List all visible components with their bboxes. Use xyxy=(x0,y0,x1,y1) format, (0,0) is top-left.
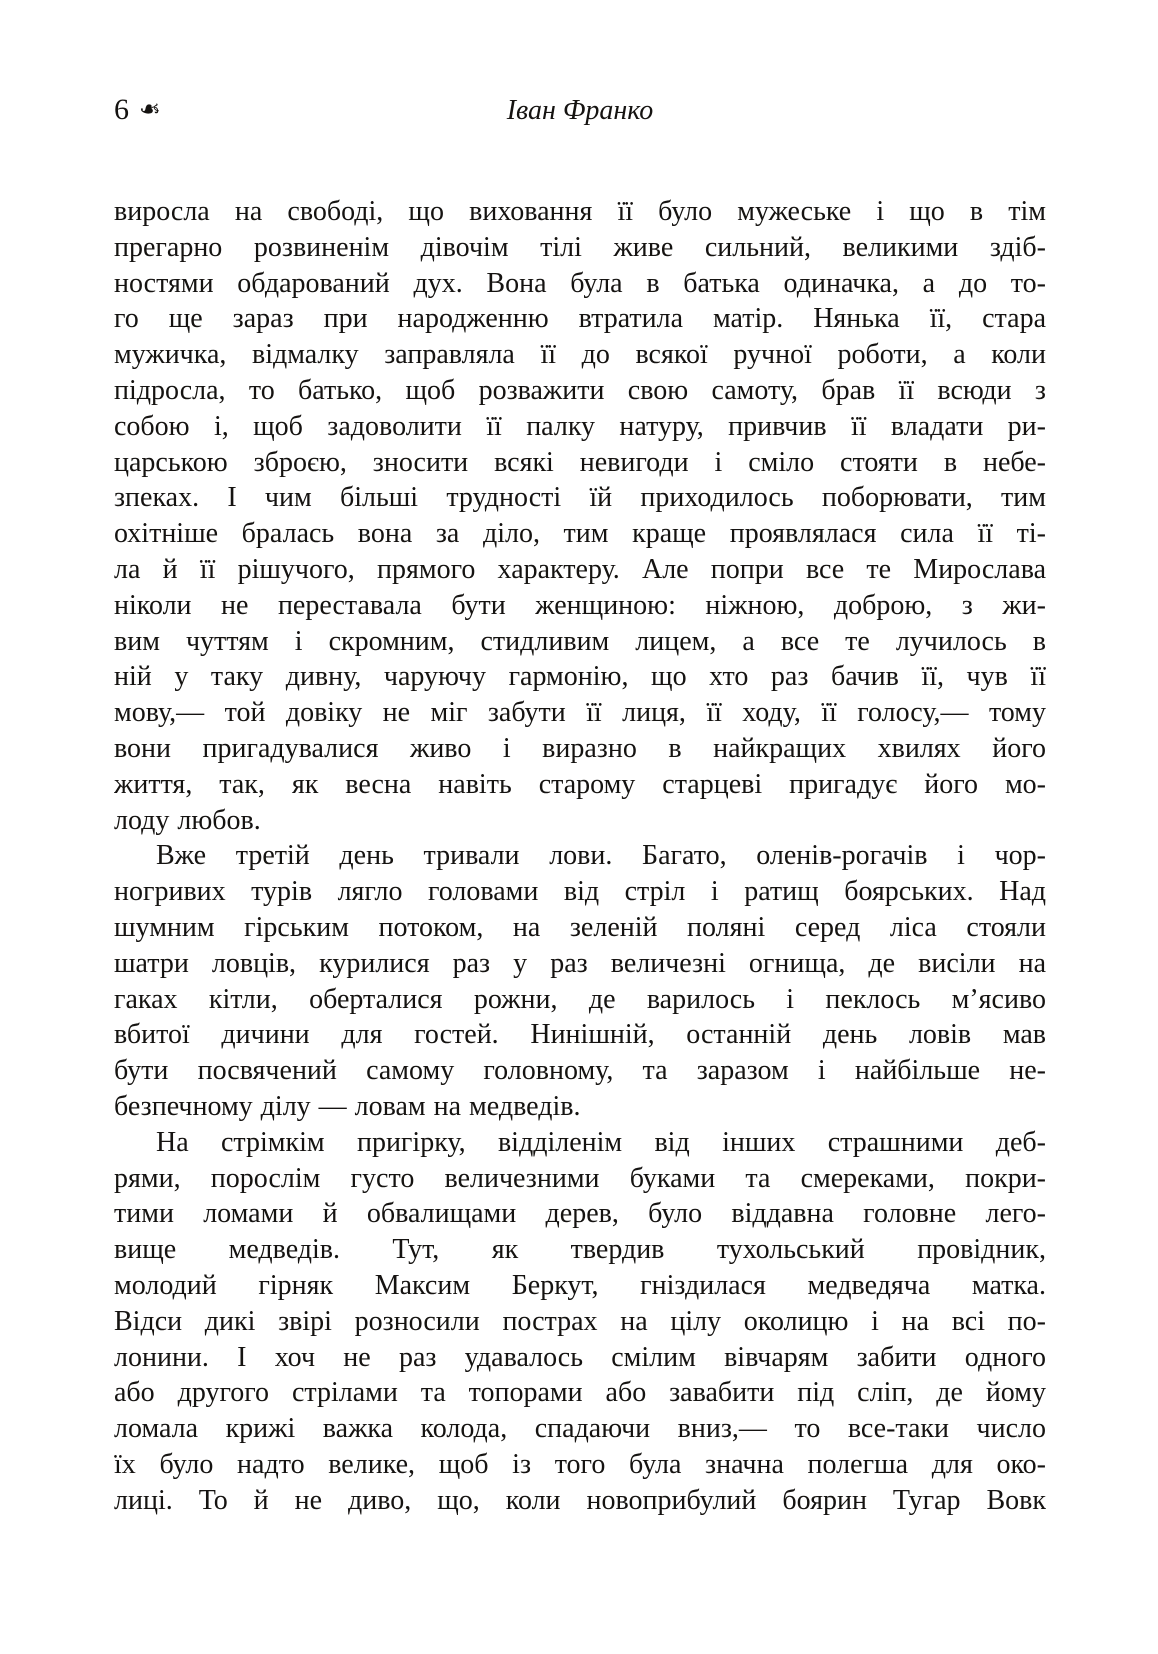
text-line: бути посвячений самому головному, та заразом і найбільше не- xyxy=(114,1055,1046,1087)
text-line: життя, так, як весна навіть старому старцеві пригадує його мо- xyxy=(114,768,1046,800)
text-line: лиці. То й не диво, що, коли новоприбулий боярин Тугар Вовк xyxy=(114,1484,1046,1516)
text-line: охітніше бралась вона за діло, тим краще проявлялася сила її ті- xyxy=(114,518,1046,550)
text-line: лоду любов. xyxy=(114,804,261,836)
text-line: ніколи не переставала бути женщиною: ніжною, доброю, з жи- xyxy=(114,589,1046,621)
text-block xyxy=(114,194,1046,1518)
text-line: царською зброєю, зносити всякі невигоди і сміло стояти в небе- xyxy=(114,446,1046,478)
text-line: виросла на свободі, що виховання її було мужеське і що в тім xyxy=(114,196,1046,227)
text-line: лонини. І хоч не раз удавалось смілим вівчарям забити одного xyxy=(114,1341,1046,1373)
text-line: рями, порослім густо величезними буками та смереками, покри- xyxy=(114,1162,1046,1194)
running-head xyxy=(114,92,1046,134)
text-line: підросла, то батько, щоб розважити свою самоту, брав її всюди з xyxy=(114,374,1046,406)
text-line: вбитої дичини для гостей. Нинішній, останній день ловів мав xyxy=(114,1019,1046,1051)
page-number: 6 xyxy=(114,93,130,126)
paragraph xyxy=(114,1125,1046,1519)
text-line: гаках кітли, оберталися рожни, де варилось і пеклось м’ясиво xyxy=(114,983,1046,1015)
text-line: прегарно розвиненім дівочім тілі живе сильний, великими здіб- xyxy=(114,231,1046,263)
text-line: зпеках. І чим більші трудності їй приходилось поборювати, тим xyxy=(114,482,1046,514)
text-line: або другого стрілами та топорами або завабити під сліп, де йому xyxy=(114,1377,1046,1409)
text-line: безпечному ділу — ловам на медведів. xyxy=(114,1090,581,1122)
text-line: собою і, щоб задоволити її палку натуру, привчив її владати ри- xyxy=(114,410,1046,442)
text-line: мову,— той довіку не міг забути її лиця, її ходу, її голосу,— тому xyxy=(114,697,1046,729)
text-line: На стрімкім пригірку, відділенім від інших страшними деб- xyxy=(156,1126,1046,1158)
text-line: тими ломами й обвалищами дерев, було віддавна головне лего- xyxy=(114,1198,1046,1230)
paragraph xyxy=(114,838,1046,1124)
text-line: молодий гірняк Максим Беркут, гніздилася медведяча матка. xyxy=(114,1269,1046,1301)
text-line: мужичка, відмалку заправляла її до всякої ручної роботи, а коли xyxy=(114,339,1046,371)
text-line: ногривих турів лягло головами від стріл і ратищ боярських. Над xyxy=(114,876,1046,908)
text-line: вище медведів. Тут, як твердив тухольський провідник, xyxy=(114,1234,1046,1266)
running-title-author: Іван Франко xyxy=(506,95,654,126)
text-line: ній у таку дивну, чаруючу гармонію, що хто раз бачив її, чув її xyxy=(114,661,1046,693)
fleuron-ornament-icon: ❧ xyxy=(138,95,161,124)
text-line: Вже третій день тривали лови. Багато, оленів-рогачів і чор- xyxy=(156,840,1046,872)
text-line: ла й її рішучого, прямого характеру. Але попри все те Мирослава xyxy=(114,553,1046,585)
text-line: їх було надто велике, щоб із того була значна полегша для око- xyxy=(114,1448,1046,1480)
paragraph xyxy=(114,194,1046,838)
text-line: го ще зараз при народженню втратила матір. Нянька її, стара xyxy=(114,303,1046,335)
text-line: вони пригадувалися живо і виразно в найкращих хвилях його xyxy=(114,732,1046,764)
text-line: шумним гірським потоком, на зеленій поляні серед ліса стояли xyxy=(114,911,1046,943)
text-line: Відси дикі звірі розносили пострах на цілу околицю і на всі по- xyxy=(114,1305,1046,1337)
text-line: ностями обдарований дух. Вона була в батька одиначка, а до то- xyxy=(114,267,1046,299)
text-line: шатри ловців, курилися раз у раз величезні огнища, де висіли на xyxy=(114,947,1046,979)
text-line: вим чуттям і скромним, стидливим лицем, а все те лучилось в xyxy=(114,625,1046,657)
text-line: ломала крижі важка колода, спадаючи вниз,— то все-таки число xyxy=(114,1413,1046,1445)
